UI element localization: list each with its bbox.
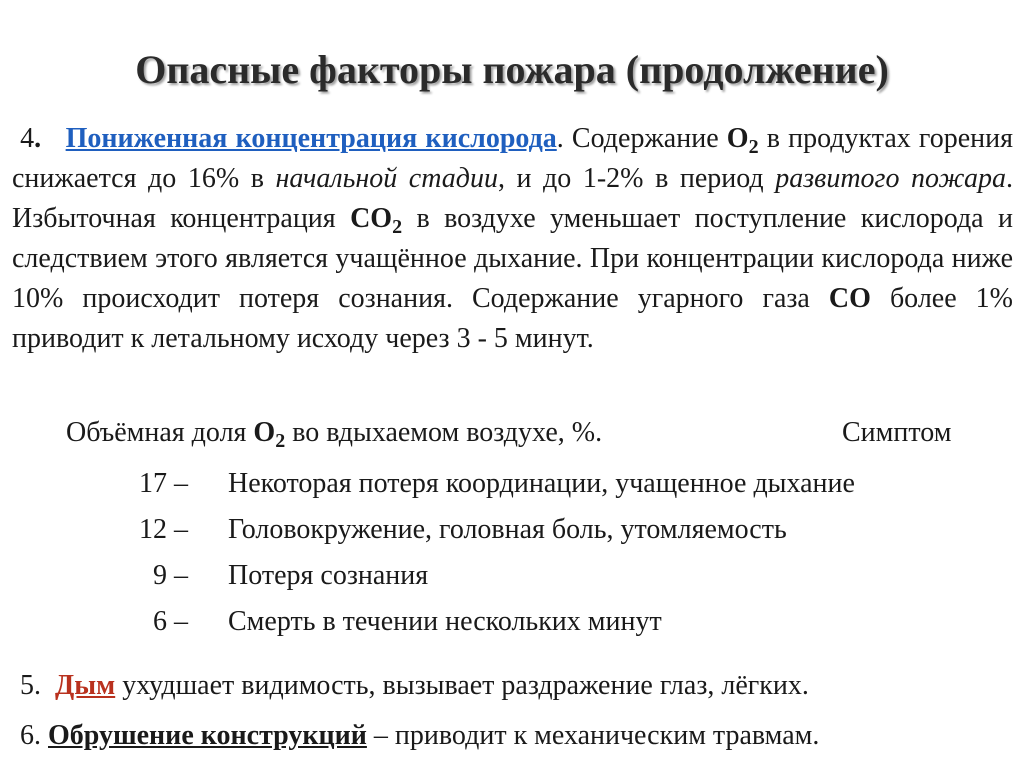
collapse-term: Обрушение конструкций <box>48 720 367 751</box>
co-formula: СО <box>828 283 871 314</box>
column-oxygen-label: Объёмная доля $O_2$ во вдыхаемом воздухе, %. <box>66 417 603 452</box>
symptom-text: Некоторая потеря координации, учащенное дыхание <box>228 468 855 499</box>
developed-fire-text: развитого пожара <box>775 163 1007 194</box>
collapse-item: 6. Обрушение конструкций – приводит к механическим травмам. <box>20 720 820 751</box>
slide-title: Опасные факторы пожара (продолжение) <box>135 47 889 92</box>
symptom-text: Потеря сознания <box>228 560 429 591</box>
item-number: 5. <box>20 670 41 701</box>
item-number: 6. <box>20 720 41 751</box>
item-number: 4. <box>20 123 42 154</box>
oxygen-value: 17 – <box>139 468 188 499</box>
oxygen-value: 6 – <box>153 606 188 637</box>
smoke-item: 5. Дым ухудшает видимость, вызывает раздражение глаз, лёгких. <box>20 670 809 701</box>
oxygen-value: 9 – <box>153 560 188 591</box>
symptom-text: Головокружение, головная боль, утомляемость <box>228 514 787 545</box>
smoke-link[interactable]: Дым <box>55 670 116 701</box>
oxygen-value: 12 – <box>139 514 188 545</box>
table-header <box>66 413 1006 453</box>
oxygen-link[interactable]: Пониженная концентрация кислорода <box>65 123 557 154</box>
oxygen-paragraph: 4. Пониженная концентрация кислорода. Содержание $O_2$ в продуктах горения снижается до 16% в начальной стадии, и до 1-2% в период развитого пожара. Избыточная концентрация $CO_2$ в воздухе уменьшает поступление кислорода и следствием этого является учащённое дыхание. При концентрации кислорода ниже 10% происходит потеря сознания. Содержание угарного газа СО более 1% приводит к летальному исходу через 3 - 5 минут. <box>12 123 1014 354</box>
symptom-text: Смерть в течении нескольких минут <box>228 606 662 637</box>
co2-formula: $CO_2$ <box>350 203 403 238</box>
initial-stage-text: начальной стадии <box>275 163 498 194</box>
o2-formula: $O_2$ <box>726 123 759 158</box>
column-symptom-label: Симптом <box>842 417 952 448</box>
